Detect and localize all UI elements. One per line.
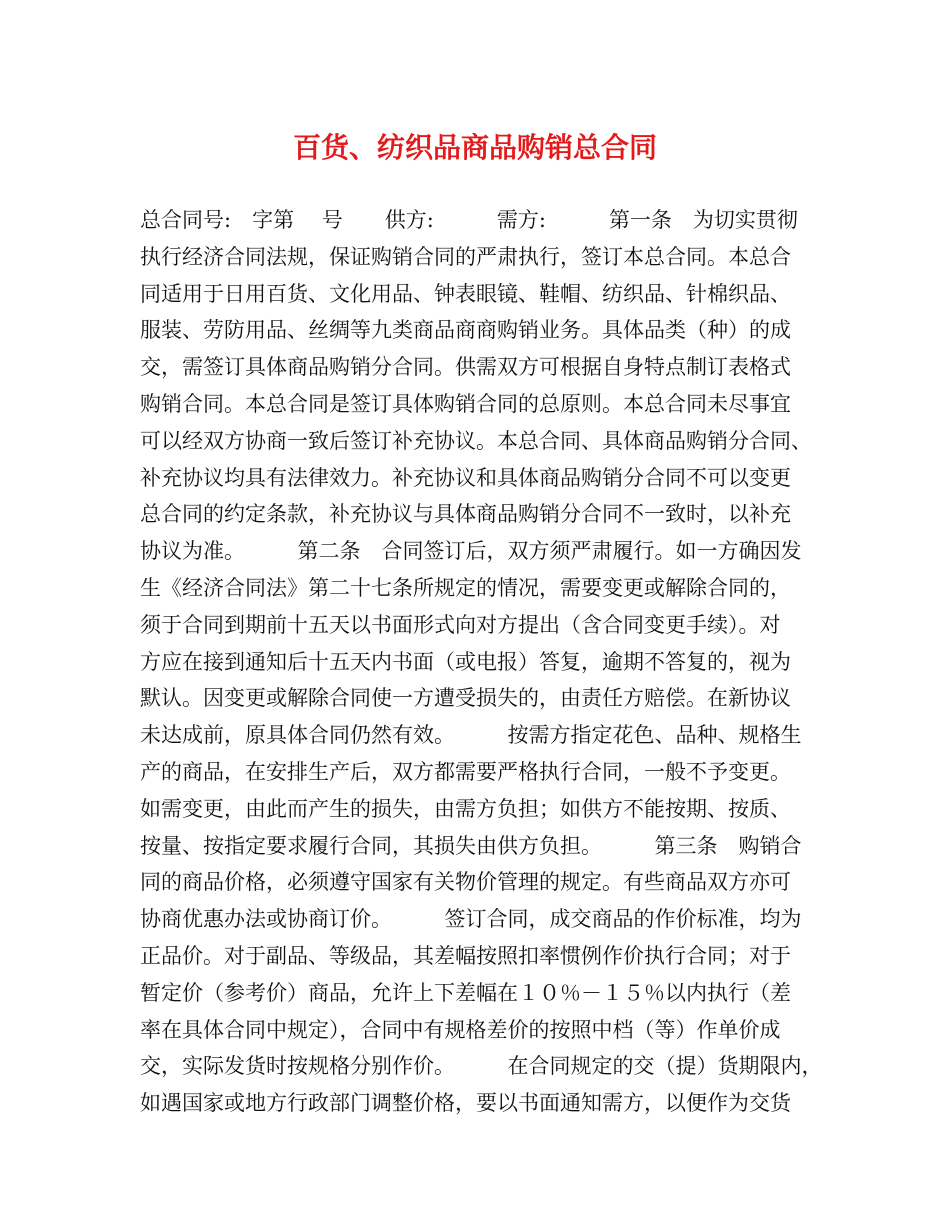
- body-line: 产的商品，在安排生产后，双方都需要严格执行合同，一般不予变更。: [140, 759, 791, 784]
- body-line: 如需变更，由此而产生的损失，由需方负担；如供方不能按期、按质、: [140, 796, 791, 821]
- body-line: 默认。因变更或解除合同使一方遭受损失的，由责任方赔偿。在新协议: [140, 686, 791, 711]
- body-line: 率在具体合同中规定），合同中有规格差价的按照中档（等）作单价成: [140, 1017, 781, 1042]
- body-line: 总合同的约定条款，补充协议与具体商品购销分合同不一致时，以补充: [140, 502, 791, 527]
- body-line: 交，实际发货时按规格分别作价。 在合同规定的交（提）货期限内，: [140, 1054, 823, 1079]
- document-title: 百货、纺织品商品购销总合同: [292, 131, 657, 164]
- body-line: 方应在接到通知后十五天内书面（或电报）答复，逾期不答复的，视为: [140, 649, 791, 674]
- body-line: 交，需签订具体商品购销分合同。供需双方可根据自身特点制订表格式: [140, 355, 791, 380]
- document-body: [140, 202, 823, 1122]
- body-line: 可以经双方协商一致后签订补充协议。本总合同、具体商品购销分合同、: [140, 428, 812, 453]
- body-line: 协议为准。 第二条 合同签订后，双方须严肃履行。如一方确因发: [140, 539, 802, 564]
- body-line: 执行经济合同法规，保证购销合同的严肃执行，签订本总合同。本总合: [140, 244, 791, 269]
- body-line: 须于合同到期前十五天以书面形式向对方提出（含合同变更手续）。对: [140, 612, 781, 637]
- body-line: 暂定价（参考价）商品，允许上下差幅在１０％－１５％以内执行（差: [140, 980, 791, 1005]
- body-line: 补充协议均具有法律效力。补充协议和具体商品购销分合同不可以变更: [140, 465, 791, 490]
- body-line: 购销合同。本总合同是签订具体购销合同的总原则。本总合同未尽事宜: [140, 391, 791, 416]
- body-line: 总合同号: 字第 号 供方: 需方: 第一条 为切实贯彻: [140, 208, 798, 232]
- body-line: 服装、劳防用品、丝绸等九类商品商商购销业务。具体品类（种）的成: [140, 318, 791, 343]
- body-line: 同的商品价格，必须遵守国家有关物价管理的规定。有些商品双方亦可: [140, 870, 791, 895]
- body-line: 如遇国家或地方行政部门调整价格，要以书面通知需方，以便作为交货: [140, 1091, 791, 1116]
- body-line: 同适用于日用百货、文化用品、钟表眼镜、鞋帽、纺织品、针棉织品、: [140, 281, 791, 306]
- body-line: 未达成前，原具体合同仍然有效。 按需方指定花色、品种、规格生: [140, 723, 802, 748]
- body-line: 生《经济合同法》第二十七条所规定的情况，需要变更或解除合同的，: [140, 575, 791, 600]
- body-line: 正品价。对于副品、等级品，其差幅按照扣率惯例作价执行合同；对于: [140, 943, 791, 968]
- body-line: 按量、按指定要求履行合同，其损失由供方负担。 第三条 购销合: [140, 833, 802, 858]
- body-line: 协商优惠办法或协商订价。 签订合同，成交商品的作价标准，均为: [140, 907, 802, 932]
